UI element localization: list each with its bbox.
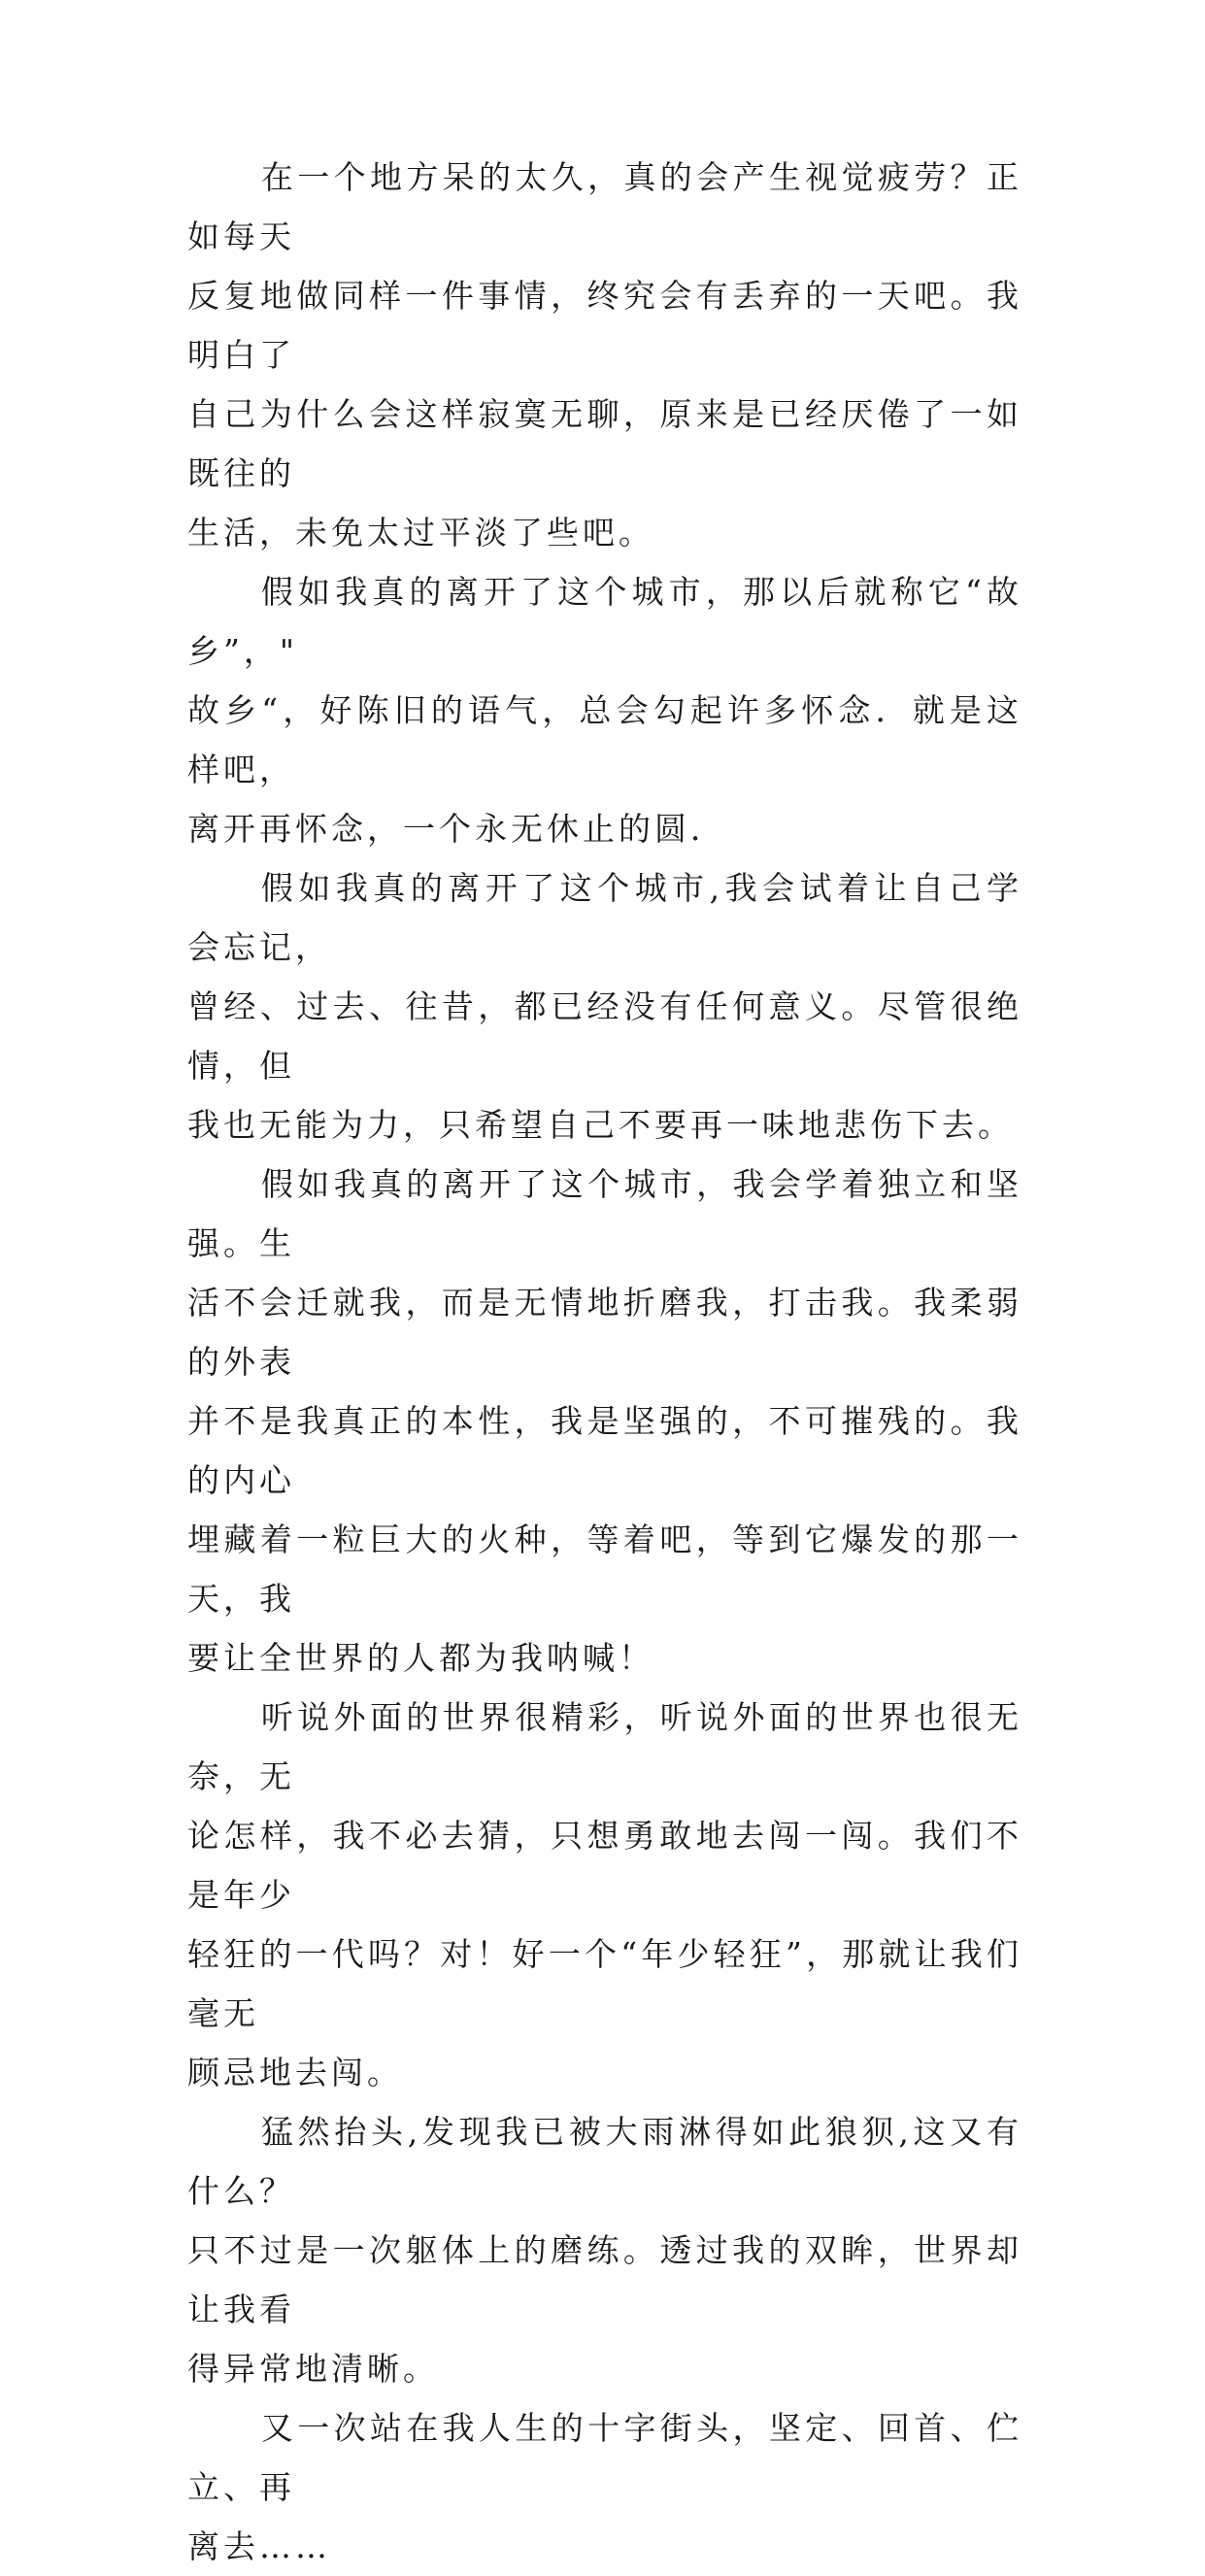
document-body [187, 148, 1022, 2576]
paragraph-2: 假如我真的离开了这个城市，那以后就称它“故乡”，" 故乡“，好陈旧的语气，总会勾起许多怀念．就是这样吧， 离开再怀念，一个永无休止的圆． [187, 573, 1022, 848]
paragraph-6: 猛然抬头,发现我已被大雨淋得如此狼狈,这又有什么？ 只不过是一次躯体上的磨练。透过我的双眸，世界却让我看 得异常地清晰。 [187, 2113, 1022, 2388]
paragraph-5: 听说外面的世界很精彩，听说外面的世界也很无奈，无 论怎样，我不必去猜，只想勇敢地去闯一闯。我们不是年少 轻狂的一代吗？对！好一个“年少轻狂”，那就让我们毫无 顾忌地去闯。 [187, 1698, 1022, 2091]
paragraph-3: 假如我真的离开了这个城市,我会试着让自己学会忘记， 曾经、过去、往昔，都已经没有任何意义。尽管很绝情，但 我也无能为力，只希望自己不要再一味地悲伤下去。 [187, 869, 1022, 1144]
paragraph-1: 在一个地方呆的太久，真的会产生视觉疲劳？正如每天 反复地做同样一件事情，终究会有丢弃的一天吧。我明白了 自己为什么会这样寂寞无聊，原来是已经厌倦了一如既往的 生活，未免太过平淡了些吧。 [187, 158, 1022, 552]
paragraph-4: 假如我真的离开了这个城市，我会学着独立和坚强。生 活不会迁就我，而是无情地折磨我，打击我。我柔弱的外表 并不是我真正的本性，我是坚强的，不可摧残的。我的内心 埋藏着一粒巨大的火种，等着吧，等到它爆发的那一天，我 要让全世界的人都为我呐喊！ [187, 1165, 1022, 1677]
paragraph-7: 又一次站在我人生的十字街头，坚定、回首、伫立、再 离去…… [187, 2409, 1022, 2565]
